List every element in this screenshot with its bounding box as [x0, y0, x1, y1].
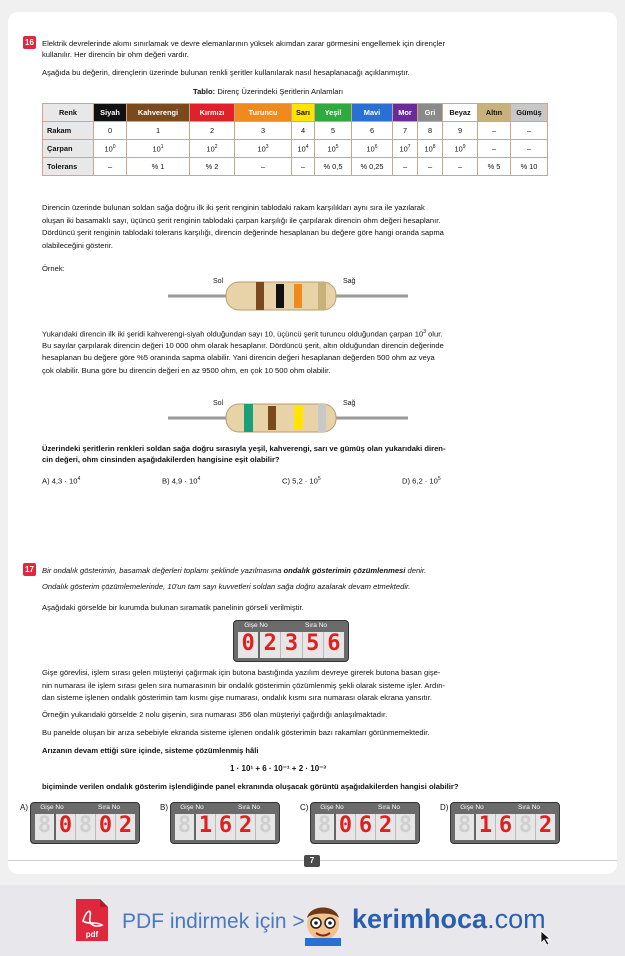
band-orange: [294, 284, 302, 308]
q16-question-2: cin değeri, ohm cinsinden aşağıdakilerden hangisine eşit olabilir?: [42, 455, 280, 464]
option-header-sira: Sıra No: [517, 804, 541, 811]
pdf-icon: [74, 897, 110, 943]
option-digit-3: 2: [236, 814, 256, 840]
carpan-2: $10^2$: [190, 140, 235, 158]
q16-intro-2: kullanılır. Her direncin bir ohm değeri vardır.: [42, 50, 189, 59]
q17-question: biçiminde verilen ondalık gösterim işlendiğinde panel ekranında oluşacak görüntü aşağıdakilerden hangisi olabilir?: [42, 782, 459, 791]
pdf-download-text[interactable]: PDF indirmek için >: [122, 910, 305, 933]
option-header-gise: Gişe No: [320, 804, 344, 811]
band-gold: [318, 282, 326, 310]
option-digit-3: 2: [376, 814, 396, 840]
rakam-2: 2: [190, 122, 235, 140]
panel-header-sira: Sıra No: [304, 622, 328, 629]
q16para2-line-1: Bu sayılar çarpılarak direncin değeri 10 000 ohm olarak hesaplanır. Dördüncü şerit, altın olduğundan direncin değerinde: [42, 340, 444, 350]
option-digit-0: 8: [175, 814, 196, 840]
brand-logo[interactable]: kerimhoca.com: [352, 904, 546, 934]
q16-intro-3: Aşağıda bu değerin, dirençlerin üzerinde bulunan renkli şeritler kullanılarak nasıl hesaplanacağı açıklanmıştır.: [42, 68, 410, 77]
option-header-gise: Gişe No: [180, 804, 204, 811]
carpan-5: $10^5$: [315, 140, 352, 158]
q17para1-line-2: dan sisteme işlenen ondalık gösterimin tam kısmı gişe numarası, ondalık kısmı sıra numarası olarak ekrana yansıtır.: [42, 693, 432, 702]
q17-option-label-d[interactable]: D): [440, 803, 449, 812]
q16para1-line-1: oluşan iki basamaklı sayı, üçüncü şerit renginin tablodaki çarpan karşılığı ile çarpılarak direncin ohm değeri hesaplanır.: [42, 215, 441, 225]
option-digit-4: 8: [398, 813, 413, 838]
option-digits: [315, 814, 415, 840]
rakam-1: 1: [127, 122, 190, 140]
tolerans-11: % 10: [511, 158, 548, 176]
option-digit-2: 6: [216, 814, 236, 840]
rakam-3: 3: [235, 122, 292, 140]
option-digit-1: 0: [56, 814, 76, 840]
q17para1-line-1: nin numarası ile işlem sırası gelen sıra numarasının bir ondalık gösterimin çözümlenmiş şekli olarak sisteme işler. Ardın-: [42, 680, 446, 690]
q17-paragraph-3: Bu panelde oluşan bir arıza sebebiyle ekranda sisteme işlenen ondalık gösterimin bazı rakamları görünmemektedir.: [42, 728, 430, 737]
q16-option-d[interactable]: D) $6,2 \cdot 10^5$: [402, 476, 441, 486]
color-7: Mor: [393, 104, 418, 122]
carpan-11: –: [511, 140, 548, 158]
option-digit-3: 8: [516, 814, 536, 840]
option-digit-2: 6: [356, 814, 376, 840]
q16para1-line-3: olabileceğini gösterir.: [42, 240, 113, 250]
color-2: Kırmızı: [190, 104, 235, 122]
band-brown: [268, 406, 276, 430]
carpan-4: $10^4$: [292, 140, 315, 158]
color-8: Gri: [418, 104, 443, 122]
tolerans-10: % 5: [478, 158, 511, 176]
rakam-9: 9: [443, 122, 478, 140]
queue-display-panel: [233, 620, 349, 662]
q16-option-a[interactable]: A) $4,3 \cdot 10^4$: [42, 476, 81, 486]
carpan-9: $10^9$: [443, 140, 478, 158]
q17para1-line-0: Gişe görevlisi, işlem sırası gelen müşteriyi çağırmak için butona bastığında yazılım devreye girerek butona basan gişe-: [42, 668, 441, 677]
rakam-10: –: [478, 122, 511, 140]
q16para1-line-0: Direncin üzerinde bulunan soldan sağa doğru ilk iki şerit renginin tablodaki rakam karşılıkları aynı sıra ile yazılarak: [42, 203, 425, 212]
tolerans-6: % 0,25: [352, 158, 393, 176]
example-resistor: [168, 276, 408, 316]
option-digit-3: 0: [96, 814, 116, 840]
rakam-4: 4: [292, 122, 315, 140]
rakam-7: 7: [393, 122, 418, 140]
q16-option-c[interactable]: C) $5,2 \cdot 10^5$: [282, 476, 321, 486]
table-header-renk: Renk: [43, 104, 94, 122]
q17-line-1: Bir ondalık gösterimin, basamak değerleri toplamı şeklinde yazılmasına ondalık gösterimin çözümlenmesi denir.: [42, 566, 427, 575]
option-digit-0: 8: [35, 814, 56, 840]
rakam-11: –: [511, 122, 548, 140]
q17-paragraph-4: Arızanın devam ettiği süre içinde, sisteme çözümlenmiş hâli: [42, 746, 259, 755]
q17-option-label-c[interactable]: C): [300, 803, 309, 812]
option-digits: [35, 814, 135, 840]
band-green: [244, 404, 253, 432]
table-row-tolerans-label: Tolerans: [43, 158, 94, 176]
option-digit-0: 8: [455, 814, 476, 840]
q17-paragraph-2: Örneğin yukarıdaki görselde 2 nolu gişenin, sıra numarası 356 olan müşteriyi çağırdığı anlaşılmaktadır.: [42, 710, 388, 719]
teacher-mascot-icon: [300, 900, 346, 946]
band-silver: [318, 404, 326, 432]
resistor1-right-label: Sağ: [343, 278, 356, 285]
panel-digit-4: 6: [327, 631, 341, 656]
color-11: Gümüş: [511, 104, 548, 122]
resistor2-right-label: Sağ: [343, 400, 356, 407]
carpan-10: –: [478, 140, 511, 158]
resistor-color-table: [42, 103, 548, 176]
tolerans-9: –: [443, 158, 478, 176]
color-10: Altın: [478, 104, 511, 122]
q17-option-display-b[interactable]: [170, 802, 280, 844]
tolerans-4: –: [292, 158, 315, 176]
exam-page: [8, 12, 617, 874]
panel-digit-3: 5: [303, 632, 324, 658]
table-caption: Tablo: Direnç Üzerindeki Şeritlerin Anlamları: [193, 87, 344, 96]
color-3: Turuncu: [235, 104, 292, 122]
rakam-0: 0: [94, 122, 127, 140]
carpan-0: $10^0$: [94, 140, 127, 158]
color-1: Kahverengi: [127, 104, 190, 122]
panel-digit-1: 2: [260, 632, 281, 658]
rakam-5: 5: [315, 122, 352, 140]
q17-line-3: Aşağıdaki görselde bir kurumda bulunan sıramatik panelinin görseli verilmiştir.: [42, 603, 304, 612]
panel-header-gise: Gişe No: [244, 622, 268, 629]
q16-option-b[interactable]: B) $4,9 \cdot 10^4$: [162, 476, 201, 486]
tolerans-0: –: [94, 158, 127, 176]
resistor1-left-label: Sol: [213, 278, 224, 285]
option-digit-4: 8: [258, 813, 273, 838]
q16-intro-1: Elektrik devrelerinde akımı sınırlamak ve devre elemanlarının yüksek akımdan zarar görmesini engellemek için dirençler: [42, 39, 446, 48]
tolerans-2: % 2: [190, 158, 235, 176]
resistor2-left-label: Sol: [213, 400, 224, 407]
option-digit-2: 6: [496, 814, 516, 840]
panel-digit-0: 0: [238, 632, 260, 658]
carpan-3: $10^3$: [235, 140, 292, 158]
rakam-6: 6: [352, 122, 393, 140]
question-16-number: 16: [23, 36, 36, 49]
table-row-rakam-label: Rakam: [43, 122, 94, 140]
option-digit-1: 0: [336, 814, 356, 840]
color-4: Sarı: [292, 104, 315, 122]
option-digit-0: 8: [315, 814, 336, 840]
q17-option-label-b[interactable]: B): [160, 803, 168, 812]
band-black: [276, 284, 284, 308]
question-17-number: 17: [23, 563, 36, 576]
q16para1-line-2: Dördüncü şerit renginin tablodaki tolerans karşılığı, direncin değerinde hesaplanan bu değere göre hangi oranda sapma: [42, 228, 444, 237]
q16para2-line-2: hesaplanan bu değere göre %5 oranında sapma olabilir. Yani direncin değeri hesaplanan değerden 500 ohm az veya: [42, 353, 435, 362]
question-resistor: [168, 398, 408, 438]
table-row-carpan-label: Çarpan: [43, 140, 94, 158]
band-yellow: [294, 406, 303, 430]
option-header-sira: Sıra No: [97, 804, 121, 811]
color-0: Siyah: [94, 104, 127, 122]
carpan-6: $10^6$: [352, 140, 393, 158]
band-brown: [256, 282, 264, 310]
page-number: 7: [304, 855, 320, 867]
color-5: Yeşil: [315, 104, 352, 122]
option-digit-4: 2: [118, 813, 133, 838]
carpan-1: $10^1$: [127, 140, 190, 158]
option-digits: [175, 814, 275, 840]
tolerans-8: –: [418, 158, 443, 176]
carpan-8: $10^8$: [418, 140, 443, 158]
panel-digits: [238, 632, 344, 658]
option-header-sira: Sıra No: [377, 804, 401, 811]
tolerans-1: % 1: [127, 158, 190, 176]
q16-question-1: Üzerindeki şeritlerin renkleri soldan sağa doğru sırasıyla yeşil, kahverengi, sarı ve gümüş olan yukarıdaki diren-: [42, 444, 446, 453]
tolerans-7: –: [393, 158, 418, 176]
ornek-label: Örnek:: [42, 264, 65, 273]
option-header-gise: Gişe No: [40, 804, 64, 811]
rakam-8: 8: [418, 122, 443, 140]
q16para2-line-3: çok olabilir. Buna göre bu direncin değeri en az 9500 ohm, en çok 10 500 ohm olabilir.: [42, 365, 331, 375]
option-digit-1: 1: [476, 814, 496, 840]
option-header-gise: Gişe No: [460, 804, 484, 811]
cursor-icon: [540, 930, 552, 946]
option-digits: [455, 814, 555, 840]
q16para2-line-0: Yukarıdaki direncin ilk iki şeridi kahverengi-siyah olduğundan sayı 10, üçüncü şerit turuncu olduğundan çarpan $10^3$ olur.: [42, 329, 443, 339]
option-digit-2: 8: [76, 814, 96, 840]
option-digit-4: 2: [538, 813, 553, 838]
q17-option-display-d[interactable]: [450, 802, 560, 844]
panel-digit-2: 3: [281, 632, 302, 658]
q17-formula: 1 · 10¹ + 6 · 10⁻¹ + 2 · 10⁻³: [230, 764, 327, 773]
option-header-sira: Sıra No: [237, 804, 261, 811]
footer-banner[interactable]: [0, 885, 625, 956]
q17-line-2: Ondalık gösterim çözümlemelerinde, 10'un tam sayı kuvvetleri soldan sağa doğru azalarak devam etmektedir.: [42, 582, 411, 591]
tolerans-3: –: [235, 158, 292, 176]
q17-option-display-c[interactable]: [310, 802, 420, 844]
color-6: Mavi: [352, 104, 393, 122]
color-9: Beyaz: [443, 104, 478, 122]
svg-text:pdf: pdf: [85, 930, 99, 939]
tolerans-5: % 0,5: [315, 158, 352, 176]
q17-option-label-a[interactable]: A): [20, 803, 28, 812]
carpan-7: $10^7$: [393, 140, 418, 158]
option-digit-1: 1: [196, 814, 216, 840]
q17-option-display-a[interactable]: [30, 802, 140, 844]
